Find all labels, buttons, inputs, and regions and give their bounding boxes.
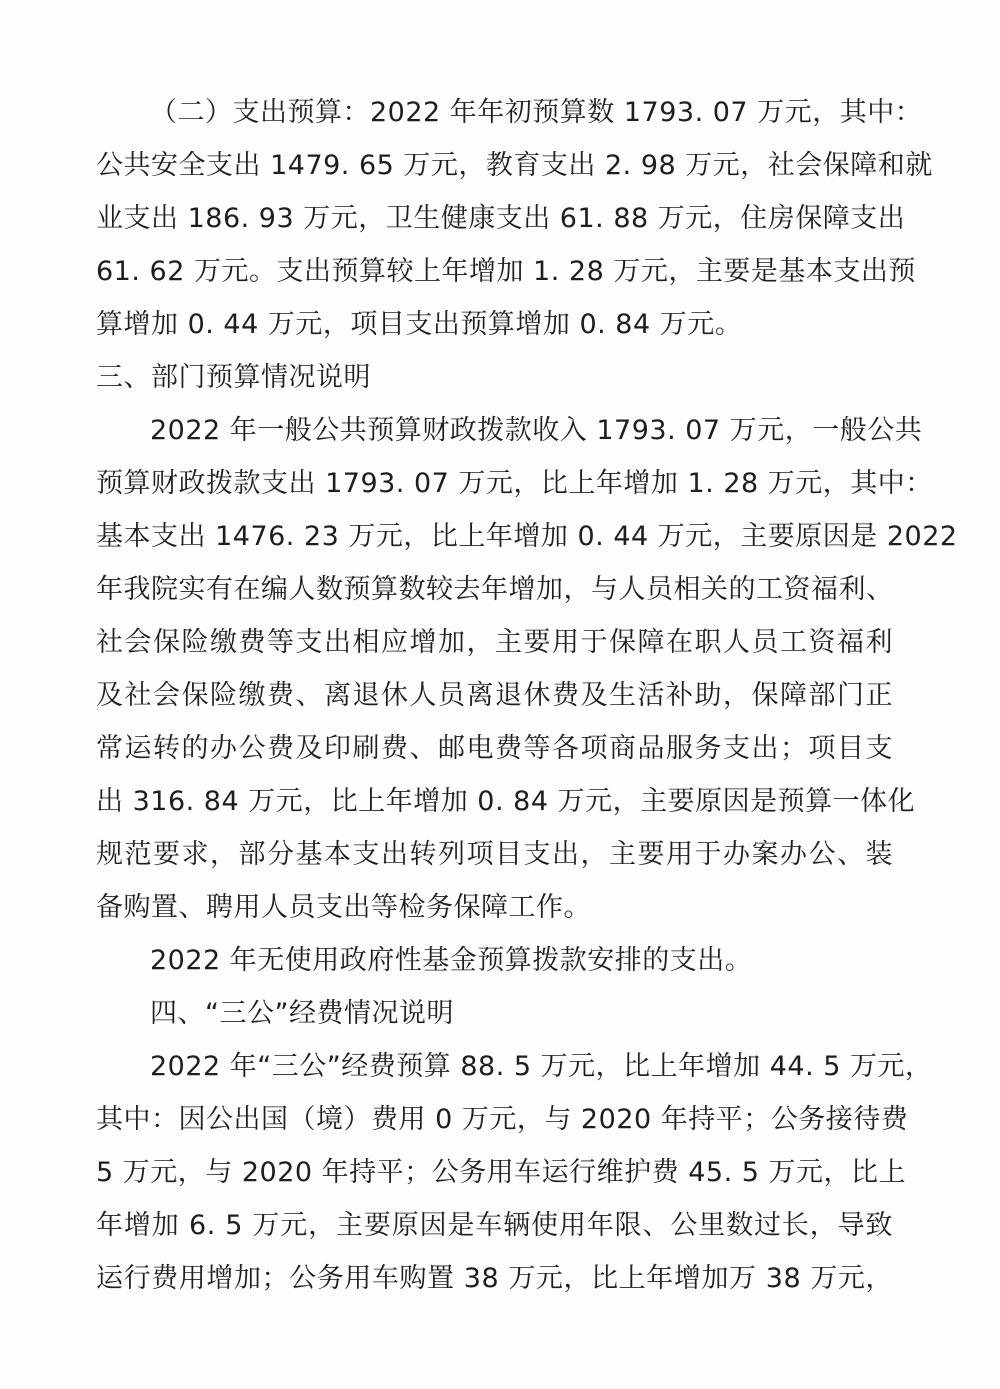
paragraph-line-12: 常运转的办公费及印刷费、邮电费等各项商品服务支出；项目支 (96, 733, 893, 764)
section-heading-3: 三、部门预算情况说明 (96, 362, 371, 393)
paragraph-line-16: 2022 年无使用政府性基金预算拨款安排的支出。 (150, 945, 753, 976)
paragraph-line-9: 年我院实有在编人数预算数较去年增加，与人员相关的工资福利、 (96, 574, 894, 605)
paragraph-line-20: 年增加 6. 5 万元，主要原因是车辆使用年限、公里数过长，导致 (96, 1210, 893, 1241)
paragraph-line-8: 基本支出 1476. 23 万元，比上年增加 0. 44 万元，主要原因是 2022 (96, 521, 958, 552)
paragraph-line-7: 预算财政拨款支出 1793. 07 万元，比上年增加 1. 28 万元，其中： (96, 468, 933, 499)
paragraph-line-19: 5 万元，与 2020 年持平；公务用车运行维护费 45. 5 万元，比上 (96, 1157, 907, 1188)
paragraph-line-2: 公共安全支出 1479. 65 万元，教育支出 2. 98 万元，社会保障和就 (96, 150, 933, 181)
paragraph-line-11: 及社会保险缴费、离退休人员离退休费及生活补助，保障部门正 (96, 680, 893, 711)
paragraph-line-10: 社会保险缴费等支出相应增加，主要用于保障在职人员工资福利 (96, 627, 893, 658)
paragraph-line-6: 2022 年一般公共预算财政拨款收入 1793. 07 万元，一般公共 (150, 415, 923, 446)
paragraph-line-21: 运行费用增加；公务用车购置 38 万元，比上年增加万 38 万元， (96, 1263, 893, 1294)
paragraph-line-18: 其中：因公出国（境）费用 0 万元，与 2020 年持平；公务接待费 (96, 1104, 909, 1135)
paragraph-line-3: 业支出 186. 93 万元，卫生健康支出 61. 88 万元，住房保障支出 (96, 203, 906, 234)
paragraph-line-5: 算增加 0. 44 万元，项目支出预算增加 0. 84 万元。 (96, 309, 743, 340)
paragraph-line-15: 备购置、聘用人员支出等检务保障工作。 (96, 892, 591, 923)
paragraph-line-17: 2022 年“三公”经费预算 88. 5 万元，比上年增加 44. 5 万元， (150, 1051, 933, 1082)
paragraph-line-4: 61. 62 万元。支出预算较上年增加 1. 28 万元，主要是基本支出预 (96, 256, 916, 287)
paragraph-line-1: （二）支出预算：2022 年年初预算数 1793. 07 万元，其中： (150, 97, 923, 128)
paragraph-line-14: 规范要求，部分基本支出转列项目支出，主要用于办案办公、装 (96, 839, 893, 870)
section-heading-4: 四、“三公”经费情况说明 (150, 998, 454, 1029)
paragraph-line-13: 出 316. 84 万元，比上年增加 0. 84 万元，主要原因是预算一体化 (96, 786, 916, 817)
